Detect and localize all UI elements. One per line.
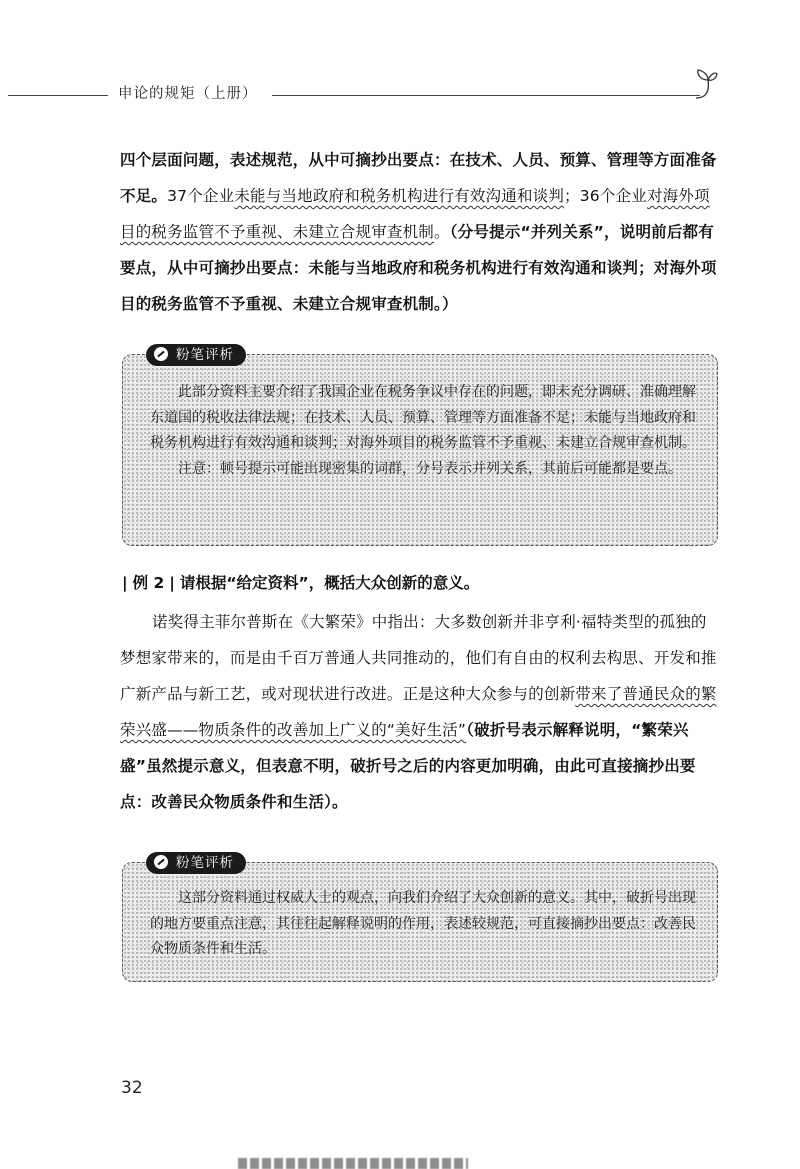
sprout-icon [690,68,718,102]
example-bracket-right: | [169,574,175,592]
example-label: 例 2 [132,574,165,592]
analysis-tag-label: 粉笔评析 [176,347,234,363]
example-question [122,571,722,595]
example-bracket-left: | [122,574,128,592]
para1-point-negotiation: 未能与当地政府和税务机构进行有效沟通和谈判 [234,187,565,205]
pen-icon [154,347,168,361]
pen-icon [154,855,168,869]
running-header [0,78,800,108]
footer-watermark [238,1158,468,1169]
para2-key-point: 带来了普通民众的繁荣兴盛——物质条件的改善加上广义的“美好生活” [120,685,717,739]
example-question-text: 请根据“给定资料”，概括大众创新的意义。 [179,574,480,592]
para2-quote: 诺奖得主菲尔普斯在《大繁荣》中指出：大多数创新并非亨利·福特类型的孤独的梦想家带来的，而是由千百万普通人共同推动的，他们有自由的权利去构思、开发和推广新产品与新工艺，或对现状进行改进。正是这种大众参与的创新 [120,613,717,703]
para1-count-37: 37个企业 [167,187,235,205]
analysis-tag-label: 粉笔评析 [176,855,234,871]
body-paragraph-2 [120,604,720,820]
para1-period: 。 [434,223,450,241]
page-number: 32 [121,1078,143,1098]
analysis-1-p2: 注意：顿号提示可能出现密集的词群，分号表示并列关系，其前后可能都是要点。 [178,460,682,477]
header-rule-left [8,95,108,96]
header-rule-right [272,95,700,96]
analysis-text-1 [150,380,698,482]
para2-explanation: （破折号表示解释说明，“繁荣兴盛”虽然提示意义，但表意不明，破折号之后的内容更加明确，由此可直接摘抄出要点：改善民众物质条件和生活）。 [120,721,696,811]
para1-point-supervision: 对海外项目的税务监管不予重视、未建立合规审查机制 [120,187,710,241]
para1-lead: 四个层面问题，表述规范，从中可摘抄出要点：在技术、人员、预算、管理等方面准备不足。 [120,151,717,205]
analysis-text-2 [150,886,698,963]
para1-explanation: （分号提示“并列关系”，说明前后都有要点，从中可摘抄出要点：未能与当地政府和税务机构进行有效沟通和谈判；对海外项目的税务监管不予重视、未建立合规审查机制。） [120,223,717,313]
analysis-2-paragraph [150,886,698,963]
analysis-1-p1: 此部分资料主要介绍了我国企业在税务争议中存在的问题，即未充分调研、准确理解东道国的税收法律法规；在技术、人员、预算、管理等方面准备不足；未能与当地政府和税务机构进行有效沟通和谈判；对海外项目的税务监管不予重视、未建立合规审查机制。 [150,384,696,451]
book-title: 申论的规矩（上册） [118,86,258,102]
analysis-tag-2 [146,852,246,874]
para1-count-36: ；36个企业 [564,187,647,205]
analysis-2-p1: 这部分资料通过权威人士的观点，向我们介绍了大众创新的意义。其中，破折号出现的地方要重点注意，其往往起解释说明的作用，表述较规范，可直接摘抄出要点：改善民众物质条件和生活。 [150,890,696,957]
analysis-1-paragraph [150,380,698,457]
analysis-tag-1 [146,344,246,366]
analysis-1-note [150,457,698,483]
body-paragraph-1 [120,142,720,322]
